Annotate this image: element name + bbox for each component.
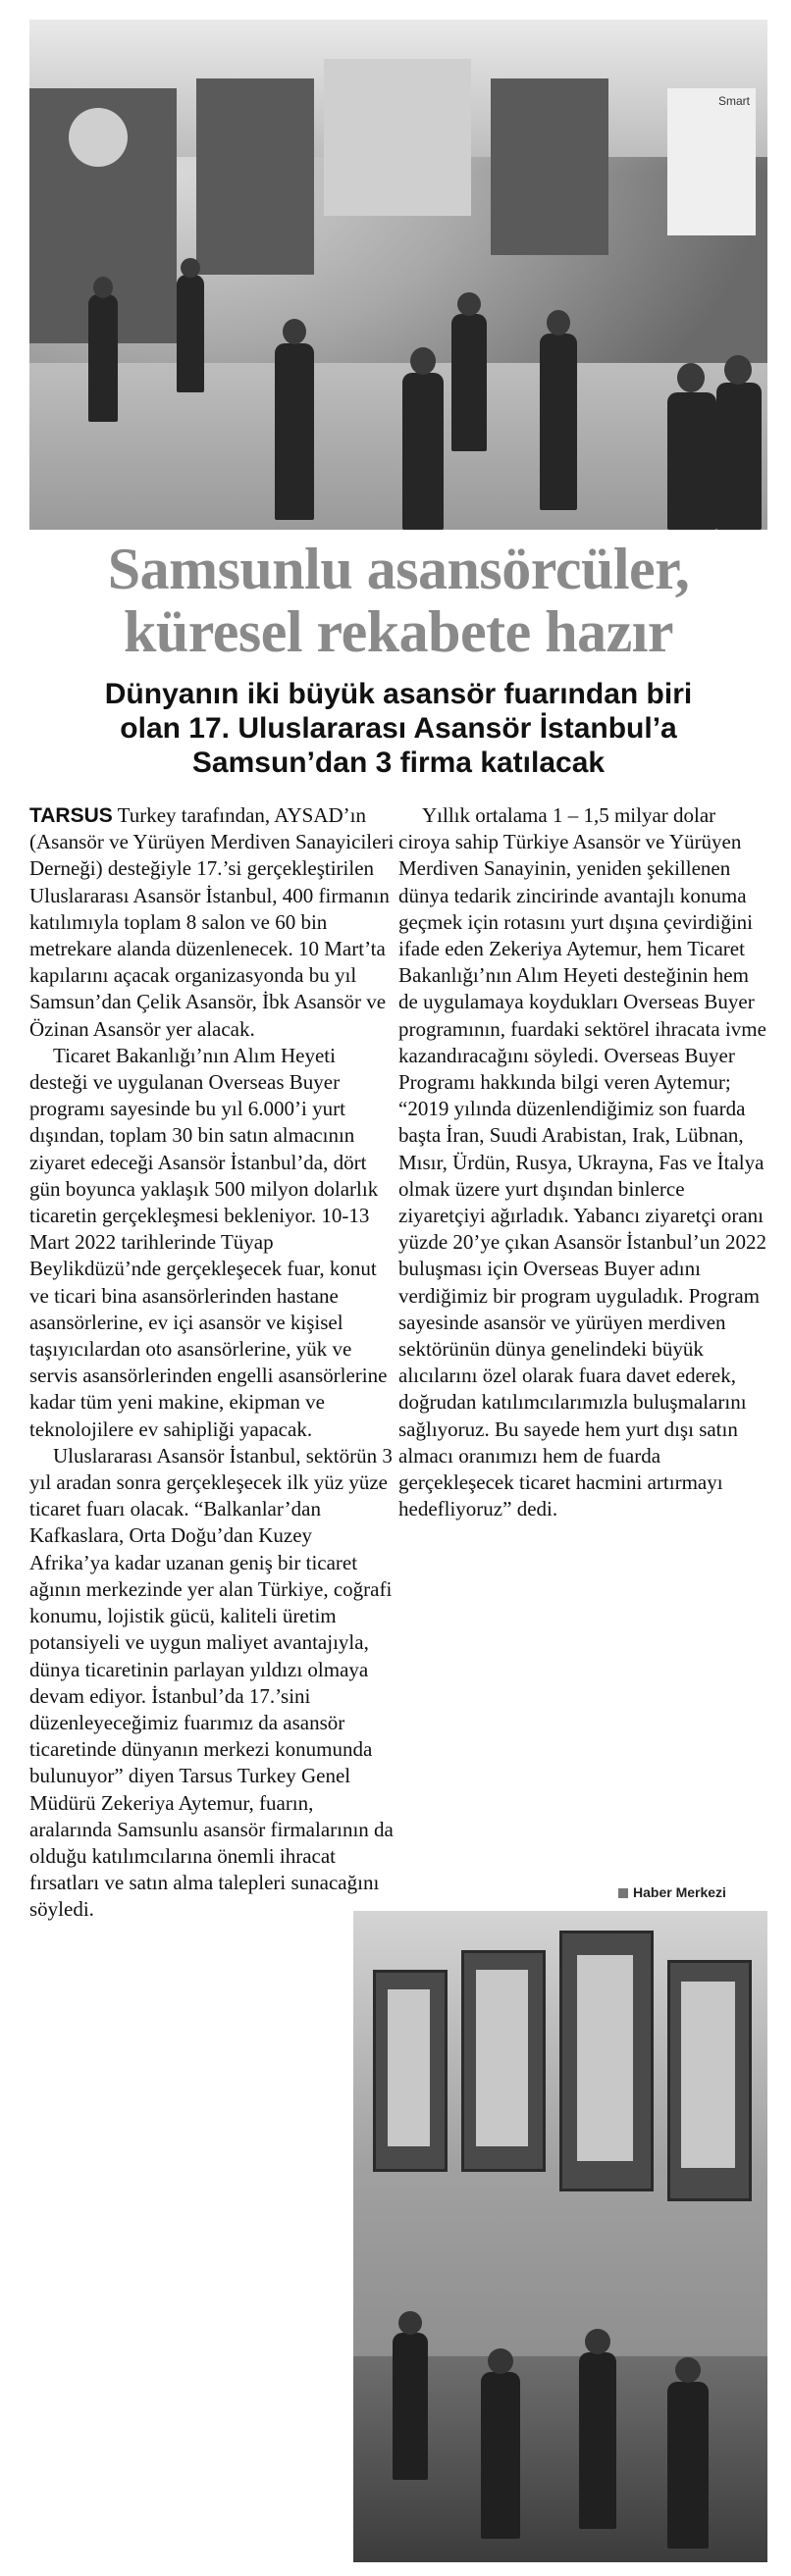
photo-person	[402, 373, 444, 530]
bottom-photo-elevator-stands	[353, 1911, 767, 2562]
photo-person	[393, 2333, 428, 2480]
photo-person-head	[410, 347, 436, 375]
photo-person-head	[675, 2357, 701, 2383]
photo-elevator-interior	[476, 1970, 528, 2146]
photo-person-head	[283, 319, 306, 344]
photo-elevator-interior	[577, 1955, 633, 2161]
subheadline-line-1: Dünyanın iki büyük asansör fuarından biri	[104, 678, 693, 710]
photo-person	[275, 343, 314, 520]
photo-person	[716, 383, 762, 530]
article-column-1	[29, 802, 395, 1924]
photo-elevator-interior	[388, 1989, 430, 2146]
photo-booth-logo	[69, 108, 128, 167]
photo-person-head	[181, 258, 200, 278]
photo-person	[667, 392, 716, 530]
column1-paragraph-3: Uluslararası Asansör İstanbul, sektörün 3 yıl aradan sonra gerçekleşecek ilk yüz yüze ticaret fuarı olacak. “Balkanlar’dan Kafkaslara, Orta Doğu’dan Kuzey Afrika’ya kadar uzanan geniş bir ticaret ağının merkezinde yer alan Türkiye, coğrafi konumu, lojistik gücü, kaliteli üretim potansiyeli ve uygun maliyet avantajıyla, dünya ticaretinin parlayan yıldızı olmaya devam ediyor. İstanbul’da 17.’sini düzenleyeceğimiz fuarımız da asansör ticaretinde dünyanın merkezi konumunda bulunuyor” diyen Tarsus Turkey Genel Müdürü Zekeriya Aytemur, fuarın, aralarında Samsunlu asansör firmalarının da olduğu katılımcılarına önemli ihracat fırsatları ve satın alma talepleri sunacağını söyledi.	[29, 1443, 394, 1922]
column2-paragraph-1: Yıllık ortalama 1 – 1,5 milyar dolar ciroya sahip Türkiye Asansör ve Yürüyen Merdiven Sanayinin, yeniden şekillenen dünya tedarik zincirinde avantajlı konuma geçmek için rotasını yurt dışına çevirdiğini ifade eden Zekeriya Aytemur, hem Ticaret Bakanlığı’nın Alım Heyeti desteğinin hem de uygulamaya koydukları Overseas Buyer programının, fuardaki sektörel ihracata ivme kazandıracağını söyledi. Overseas Buyer Programı hakkında bilgi veren Aytemur; “2019 yılında düzenlendiğimiz son fuarda başta İran, Suudi Arabistan, Irak, Lübnan, Mısır, Ürdün, Rusya, Ukrayna, Fas ve İtalya olmak üzere yurt dışından binlerce ziyaretçiyi ağırladık. Yabancı ziyaretçi oranı yüzde 20’ye çıkan Asansör İstanbul’un 2022 buluşması için Overseas Buyer adını verdiğimiz bir program uyguladık. Program sayesinde asansör ve yürüyen merdiven sektörünün dünya genelindeki büyük alıcılarını özel olarak fuara davet ederek, doğrudan katılımcılarımızla buluşmalarını sağlıyoruz. Bu sayede hem yurt dışı satın almacı oranımızı hem de fuarda gerçekleşecek ticaret hacmini artırmayı hedefliyoruz” dedi.	[398, 803, 766, 1521]
article-headline	[29, 538, 767, 663]
column1-paragraph-1-text: Turkey tarafından, AYSAD’ın (Asansör ve Yürüyen Merdiven Sanayicileri Derneği) desteğiyle 17.’si gerçekleştirilen Uluslararası Asansör İstanbul, 400 firmanın katılımıyla toplam 8 salon ve 60 bin metrekare alanda düzenlenecek. 10 Mart’ta kapılarını açacak organizasyonda bu yıl Samsun’dan Çelik Asansör, İbk Asansör ve Özinan Asansör yer alacak.	[29, 803, 395, 1041]
photo-sign: Smart	[667, 88, 756, 235]
photo-person-head	[547, 310, 570, 335]
photo-person-head	[585, 2329, 610, 2354]
photo-person-head	[93, 277, 113, 298]
photo-person	[481, 2372, 520, 2539]
byline-square-icon	[618, 1888, 628, 1898]
photo-person	[88, 294, 118, 422]
article-column-2	[398, 802, 767, 1522]
photo-elevator-interior	[681, 1982, 735, 2168]
photo-booth	[196, 78, 314, 275]
subheadline-line-2: olan 17. Uluslararası Asansör İstanbul’a	[120, 712, 677, 745]
top-photo-expo-hall	[29, 20, 767, 530]
headline-line-2: küresel rekabete hazır	[123, 599, 674, 664]
byline-text: Haber Merkezi	[633, 1884, 726, 1900]
article-subheadline	[39, 677, 758, 780]
subheadline-line-3: Samsun’dan 3 firma katılacak	[191, 747, 606, 779]
column1-paragraph-1	[29, 802, 395, 1043]
column1-paragraph-2: Ticaret Bakanlığı’nın Alım Heyeti desteği ve uygulanan Overseas Buyer programı sayesinde bu yıl 6.000’i yurt dışından, toplam 30 bin satın almacının ziyaret edeceği Asansör İstanbul’da, dört gün boyunca yaklaşık 500 milyon dolarlık ticaretin gerçekleşmesi bekleniyor. 10-13 Mart 2022 tarihlerinde Tüyap Beylikdüzü’nde gerçekleşecek fuar, konut ve ticari bina asansörlerinden hastane asansörlerine, ev içi asansör ve kişisel taşıyıcılardan oto asansörlerine, yük ve servis asansörlerinden engelli asansörlerine kadar tüm yeni makine, ekipman ve teknolojilere ev sahipliği yapacak.	[29, 1043, 388, 1441]
photo-booth	[324, 59, 471, 216]
photo-person	[540, 334, 577, 510]
photo-floor	[29, 363, 767, 530]
photo-person	[451, 314, 487, 451]
headline-line-1: Samsunlu asansörcüler,	[107, 537, 690, 601]
photo-person	[177, 275, 204, 392]
photo-person-head	[457, 292, 481, 316]
photo-person-head	[677, 363, 705, 392]
byline	[618, 1884, 775, 1900]
lead-word: TARSUS	[29, 804, 113, 827]
photo-person	[667, 2382, 709, 2549]
photo-person-head	[488, 2348, 513, 2374]
photo-booth	[491, 78, 608, 255]
photo-person-head	[724, 355, 752, 385]
photo-person	[579, 2352, 616, 2529]
photo-person-head	[398, 2311, 422, 2335]
